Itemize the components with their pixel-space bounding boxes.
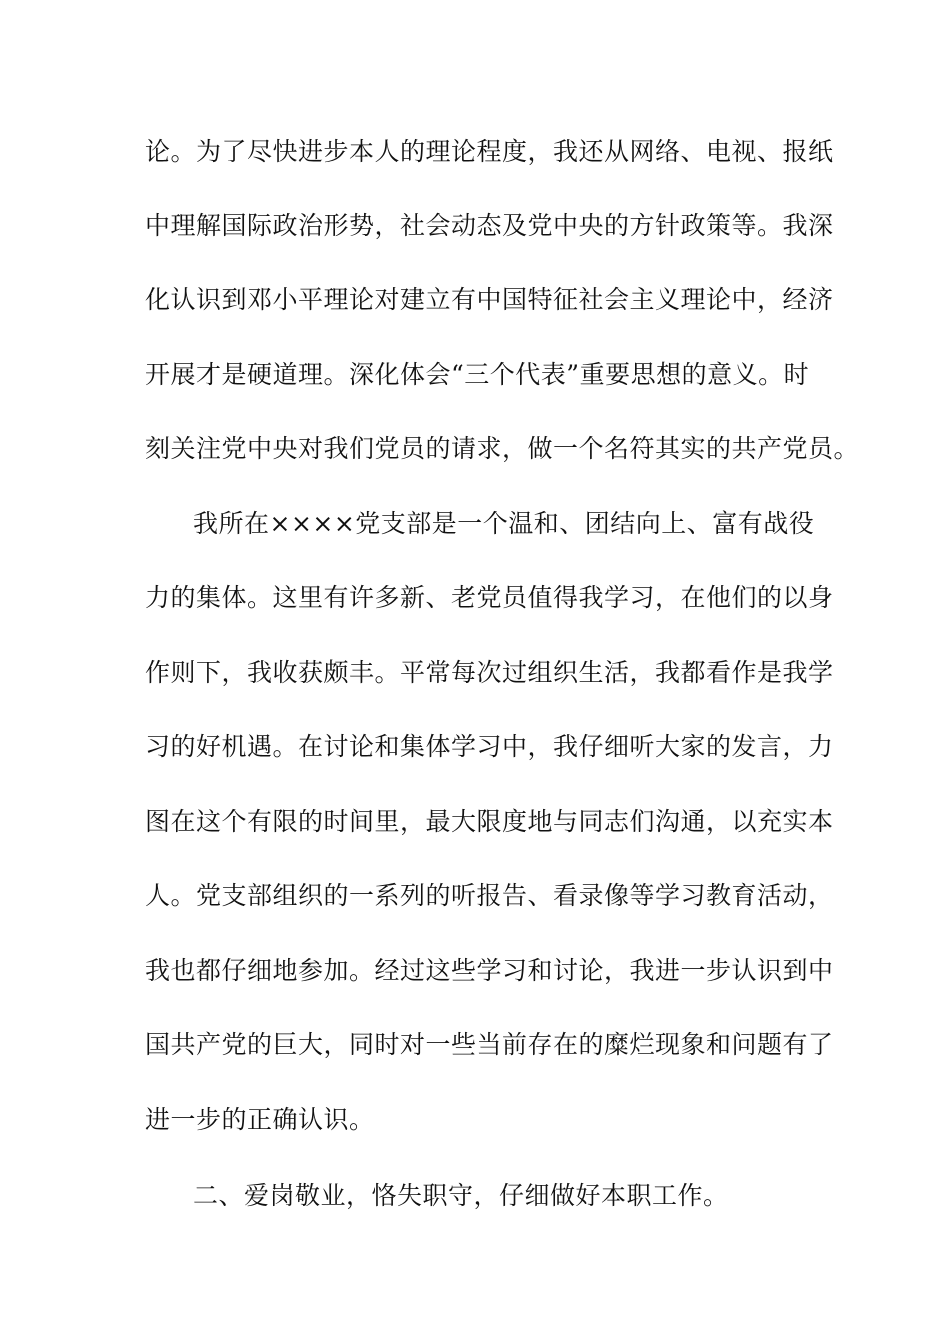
text-line-3: 化认识到邓小平理论对建立有中国特征社会主义理论中，经济 — [145, 285, 834, 314]
text-line-11: 人。党支部组织的一系列的听报告、看录像等学习教育活动， — [145, 881, 834, 910]
text-line-7: 力的集体。这里有许多新、老党员值得我学习，在他们的以身 — [145, 583, 834, 612]
text-line-8: 作则下，我收获颇丰。平常每次过组织生活，我都看作是我学 — [145, 658, 834, 687]
text-line-1: 论。为了尽快进步本人的理论程度，我还从网络、电视、报纸 — [145, 137, 834, 166]
text-line-5: 刻关注党中央对我们党员的请求，做一个名符其实的共产党员。 — [145, 434, 860, 463]
text-line-13: 国共产党的巨大，同时对一些当前存在的糜烂现象和问题有了 — [145, 1030, 834, 1059]
text-line-10: 图在这个有限的时间里，最大限度地与同志们沟通，以充实本 — [145, 807, 834, 836]
text-line-12: 我也都仔细地参加。经过这些学习和讨论，我进一步认识到中 — [145, 956, 834, 985]
text-line-14: 进一步的正确认识。 — [145, 1105, 375, 1134]
text-line-4: 开展才是硬道理。深化体会“三个代表”重要思想的意义。时 — [145, 360, 810, 389]
section-heading: 二、爱岗敬业，恪失职守，仔细做好本职工作。 — [193, 1181, 729, 1210]
text-line-2: 中理解国际政治形势，社会动态及党中央的方针政策等。我深 — [145, 211, 834, 240]
paragraph-start-line: 我所在××××党支部是一个温和、团结向上、富有战役 — [193, 509, 815, 538]
text-line-9: 习的好机遇。在讨论和集体学习中，我仔细听大家的发言，力 — [145, 732, 834, 761]
